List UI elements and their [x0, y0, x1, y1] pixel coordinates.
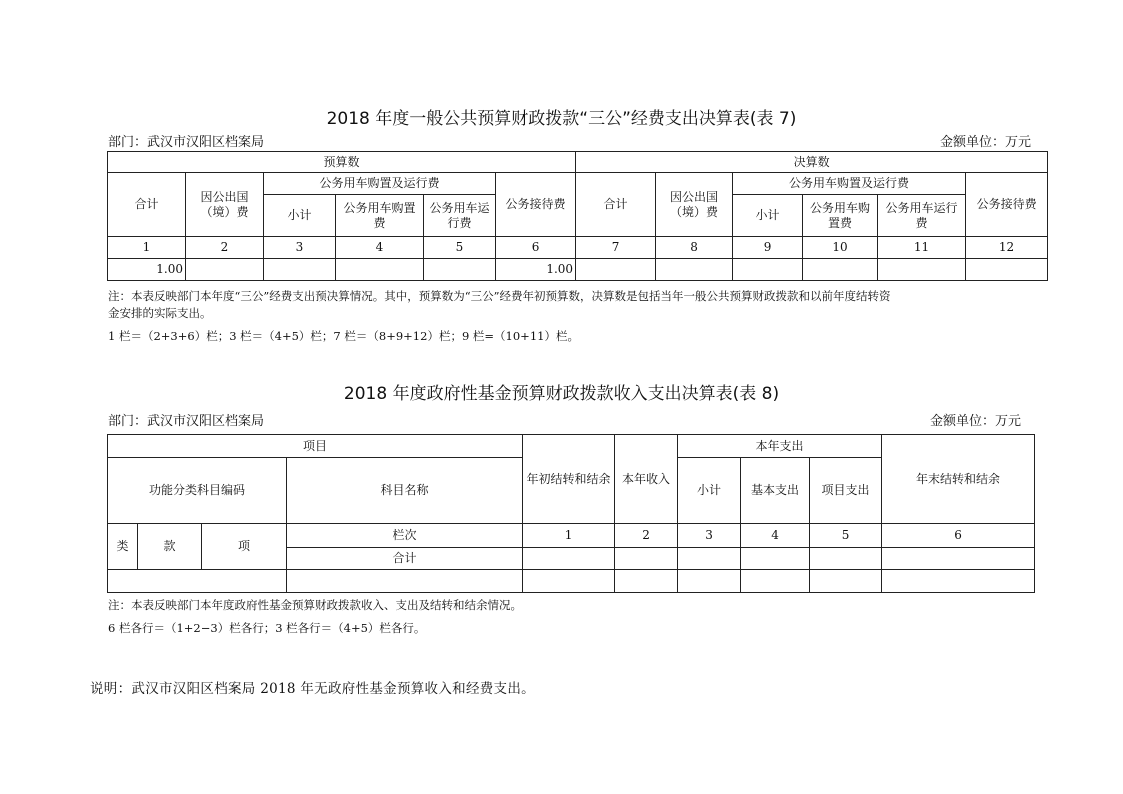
- t7-abroad-header-final: 因公出国（境）费: [656, 173, 733, 237]
- t8-item-header: 项目: [108, 435, 523, 458]
- table8-note: 注：本表反映部门本年度政府性基金预算财政拨款收入、支出及结转和结余情况。: [108, 598, 522, 612]
- t8-total-label: 合计: [287, 548, 523, 570]
- t8-xiang-header: 项: [202, 524, 287, 570]
- t7-cell: [733, 259, 803, 281]
- t8-cell: [810, 548, 882, 570]
- t7-col-num: 12: [966, 237, 1048, 259]
- t7-vehicle-header-final: 公务用车购置及运行费: [733, 173, 966, 195]
- t8-col-num: 3: [678, 524, 741, 548]
- t7-col-num: 1: [108, 237, 186, 259]
- table7-unit: 金额单位：万元: [940, 135, 1032, 150]
- t7-col-num: 6: [496, 237, 576, 259]
- table8: [107, 434, 1035, 593]
- t7-cell: 1.00: [108, 259, 186, 281]
- t7-col-num: 9: [733, 237, 803, 259]
- t7-operation-header: 公务用车运行费: [424, 195, 496, 237]
- t8-project-header: 项目支出: [810, 458, 882, 524]
- t8-col-num: 1: [523, 524, 615, 548]
- t7-cell: [186, 259, 264, 281]
- t7-col-num: 4: [336, 237, 424, 259]
- t8-cell: [882, 548, 1035, 570]
- t7-cell: [576, 259, 656, 281]
- t7-cell: [803, 259, 878, 281]
- table8-unit: 金额单位：万元: [930, 414, 1022, 429]
- t8-col-num: 6: [882, 524, 1035, 548]
- t8-subtotal-header: 小计: [678, 458, 741, 524]
- t8-basic-header: 基本支出: [741, 458, 810, 524]
- t8-col-num: 4: [741, 524, 810, 548]
- t7-cell: [966, 259, 1048, 281]
- t7-purchase-header: 公务用车购置费: [336, 195, 424, 237]
- table8-dept: 部门：武汉市汉阳区档案局: [108, 414, 265, 429]
- t8-cell: [615, 570, 678, 593]
- t7-budget-header: 预算数: [108, 152, 576, 173]
- t7-cell: [336, 259, 424, 281]
- t7-total-header: 合计: [108, 173, 186, 237]
- t7-col-num: 11: [878, 237, 966, 259]
- t8-cell: [741, 570, 810, 593]
- t8-cell: [810, 570, 882, 593]
- t7-cell: [264, 259, 336, 281]
- t7-col-num: 2: [186, 237, 264, 259]
- table7: [107, 151, 1048, 281]
- t7-cell: 1.00: [496, 259, 576, 281]
- t8-col-num: 5: [810, 524, 882, 548]
- t8-lei-header: 类: [108, 524, 138, 570]
- t8-begin-header: 年初结转和结余: [523, 435, 615, 524]
- t7-vehicle-header: 公务用车购置及运行费: [264, 173, 496, 195]
- t8-cell: [678, 570, 741, 593]
- table7-formula: 1 栏＝（2+3+6）栏；3 栏＝（4+5）栏；7 栏＝（8+9+12）栏；9 栏=（10+11）栏。: [108, 329, 579, 343]
- t8-code-header: 功能分类科目编码: [108, 458, 287, 524]
- t8-cell: [741, 548, 810, 570]
- t8-kuan-header: 款: [138, 524, 202, 570]
- t7-final-header: 决算数: [576, 152, 1048, 173]
- t8-end-header: 年末结转和结余: [882, 435, 1035, 524]
- t7-col-num: 8: [656, 237, 733, 259]
- t8-cell: [882, 570, 1035, 593]
- t8-cell: [108, 570, 287, 593]
- t8-cell: [678, 548, 741, 570]
- t7-subtotal-header-final: 小计: [733, 195, 803, 237]
- t8-col-num: 2: [615, 524, 678, 548]
- table7-dept: 部门：武汉市汉阳区档案局: [108, 135, 265, 150]
- table7-note-line2: 金安排的实际支出。: [108, 306, 212, 320]
- t7-col-num: 7: [576, 237, 656, 259]
- table8-formula: 6 栏各行＝（1+2−3）栏各行；3 栏各行＝（4+5）栏各行。: [108, 621, 426, 635]
- t7-total-header-final: 合计: [576, 173, 656, 237]
- t7-operation-header-final: 公务用车运行费: [878, 195, 966, 237]
- table8-title: 2018 年度政府性基金预算财政拨款收入支出决算表(表 8): [343, 384, 780, 404]
- t8-cell: [287, 570, 523, 593]
- t8-expense-header: 本年支出: [678, 435, 882, 458]
- t7-reception-header: 公务接待费: [496, 173, 576, 237]
- t8-income-header: 本年收入: [615, 435, 678, 524]
- t7-abroad-header: 因公出国（境）费: [186, 173, 264, 237]
- table7-note-line1: 注：本表反映部门本年度“三公”经费支出预决算情况。其中，预算数为“三公”经费年初预算数，决算数是包括当年一般公共预算财政拨款和以前年度结转资: [108, 289, 891, 303]
- t8-name-header: 科目名称: [287, 458, 523, 524]
- explanation: 说明：武汉市汉阳区档案局 2018 年无政府性基金预算收入和经费支出。: [90, 681, 535, 697]
- t7-subtotal-header: 小计: [264, 195, 336, 237]
- t8-cell: [615, 548, 678, 570]
- t7-cell: [656, 259, 733, 281]
- t7-col-num: 3: [264, 237, 336, 259]
- t8-lanci-label: 栏次: [287, 524, 523, 548]
- t7-purchase-header-final: 公务用车购置费: [803, 195, 878, 237]
- t7-cell: [878, 259, 966, 281]
- t7-reception-header-final: 公务接待费: [966, 173, 1048, 237]
- t7-col-num: 5: [424, 237, 496, 259]
- t7-col-num: 10: [803, 237, 878, 259]
- t8-cell: [523, 570, 615, 593]
- t8-cell: [523, 548, 615, 570]
- table7-title: 2018 年度一般公共预算财政拨款“三公”经费支出决算表(表 7): [326, 109, 797, 129]
- t7-cell: [424, 259, 496, 281]
